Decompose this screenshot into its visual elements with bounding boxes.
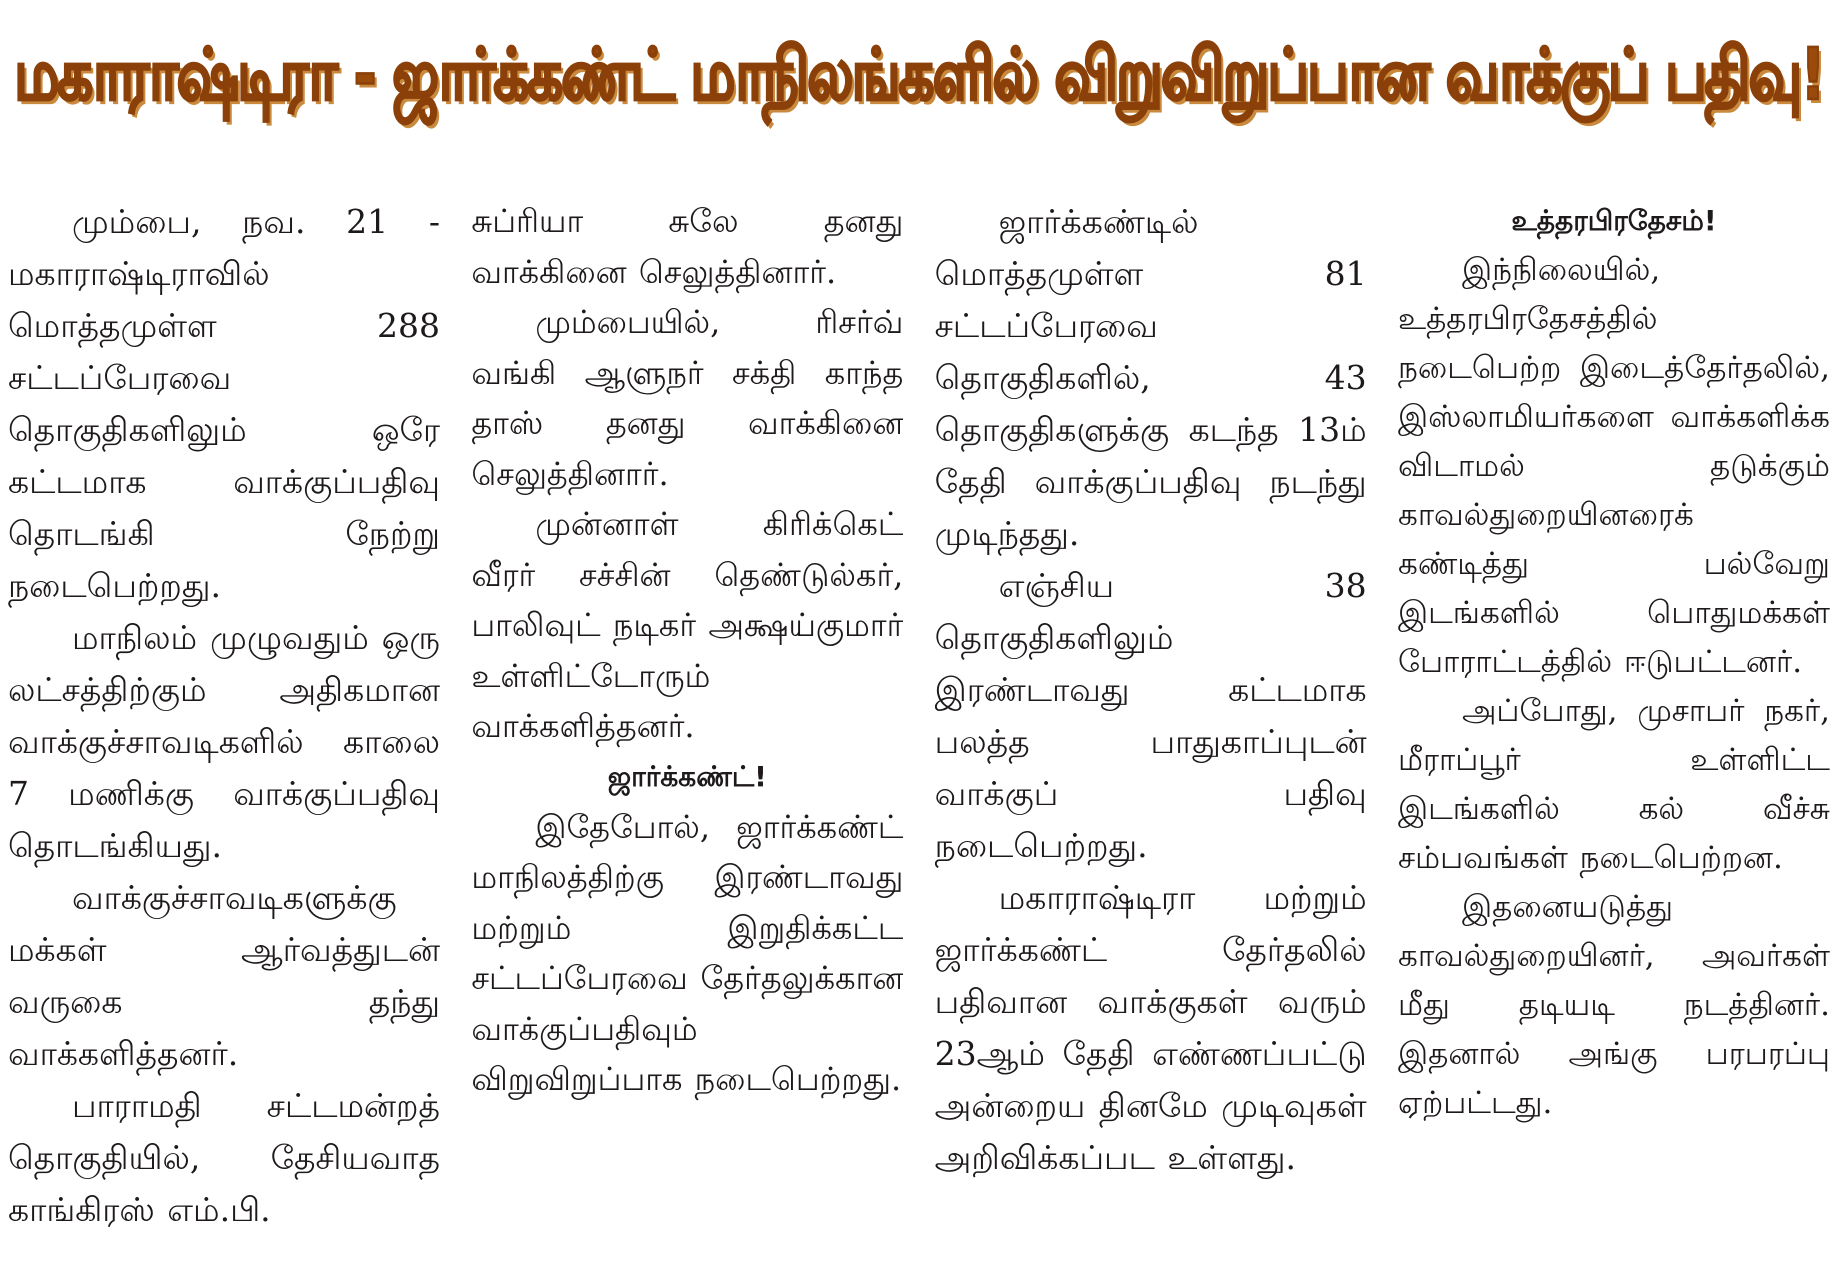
paragraph: பாராமதி சட்டமன்றத் தொகுதியில், தேசியவாத காங்கிரஸ் எம்.பி. [8,1086,440,1229]
paragraph: மும்பை, நவ. 21 - மகாராஷ்டிராவில் மொத்தமுள்ள 288 சட்டப்பேரவை தொகுதிகளிலும் ஒரே கட்டமாக வாக்குப்பதிவு தொடங்கி நேற்று நடைபெற்றது. [8,202,440,605]
paragraph: மகாராஷ்டிரா மற்றும் ஜார்க்கண்ட் தேர்தலில் பதிவான வாக்குகள் வரும் 23ஆம் தேதி எண்ணப்பட்டு அன்றைய தினமே முடிவுகள் அறிவிக்கப்பட உள்ளது. [934,878,1367,1177]
paragraph: எஞ்சிய 38 தொகுதிகளிலும் இரண்டாவது கட்டமாக பலத்த பாதுகாப்புடன் வாக்குப் பதிவு நடைபெற்றது. [934,566,1367,865]
headline [0,0,1838,160]
paragraph: இதனையடுத்து காவல்துறையினர், அவர்கள் மீது தடியடி நடத்தினர். இதனால் அங்கு பரபரப்பு ஏற்பட்டது. [1397,889,1830,1121]
column-1 [8,196,440,1246]
paragraph: அப்போது, முசாபர் நகர், மீராப்பூர் உள்ளிட்ட இடங்களில் கல் வீச்சு சம்பவங்கள் நடைபெற்றன. [1397,693,1830,876]
column-3 [935,196,1367,1246]
paragraph: இந்நிலையில், உத்தரபிரதேசத்தில் நடைபெற்ற இடைத்தேர்தலில், இஸ்லாமியர்களை வாக்களிக்க விடாமல் தடுக்கும் காவல்துறையினரைக் கண்டித்து பல்வேறு இடங்களில் பொதுமக்கள் போராட்டத்தில் ஈடுபட்டனர். [1397,252,1830,680]
paragraph: வாக்குச்சாவடிகளுக்கு மக்கள் ஆர்வத்துடன் வருகை தந்து வாக்களித்தனர். [8,878,440,1073]
headline-text: மகாராஷ்டிரா - ஜார்க்கண்ட் மாநிலங்களில் விறுவிறுப்பான வாக்குப் பதிவு! [14,33,1824,118]
paragraph: மாநிலம் முழுவதும் ஒரு லட்சத்திற்கும் அதிகமான வாக்குச்சாவடிகளில் காலை 7 மணிக்கு வாக்குப்பதிவு தொடங்கியது. [8,618,440,865]
column-4 [1398,196,1830,1246]
article-columns [8,196,1830,1246]
column-2 [471,196,903,1246]
paragraph: முன்னாள் கிரிக்கெட் வீரர் சச்சின் தெண்டுல்கர், பாலிவுட் நடிகர் அக்ஷய்குமார் உள்ளிட்டோரும் வாக்களித்தனர். [471,505,904,745]
paragraph: ஜார்க்கண்டில் மொத்தமுள்ள 81 சட்டப்பேரவை தொகுதிகளில், 43 தொகுதிகளுக்கு கடந்த 13ம் தேதி வாக்குப்பதிவு நடந்து முடிந்தது. [934,202,1367,553]
subheading-jharkhand: ஜார்க்கண்ட்! [607,759,767,793]
paragraph: இதேபோல், ஜார்க்கண்ட் மாநிலத்திற்கு இரண்டாவது மற்றும் இறுதிக்கட்ட சட்டப்பேரவை தேர்தலுக்கான வாக்குப்பதிவும் விறுவிறுப்பாக நடைபெற்றது. [471,807,904,1098]
paragraph: சுப்ரியா சுலே தனது வாக்கினை செலுத்தினார். [471,202,904,291]
paragraph: மும்பையில், ரிசர்வ் வங்கி ஆளுநர் சக்தி காந்த தாஸ் தனது வாக்கினை செலுத்தினார். [471,303,904,493]
subheading-uttar-pradesh: உத்தரபிரதேசம்! [1511,204,1717,237]
